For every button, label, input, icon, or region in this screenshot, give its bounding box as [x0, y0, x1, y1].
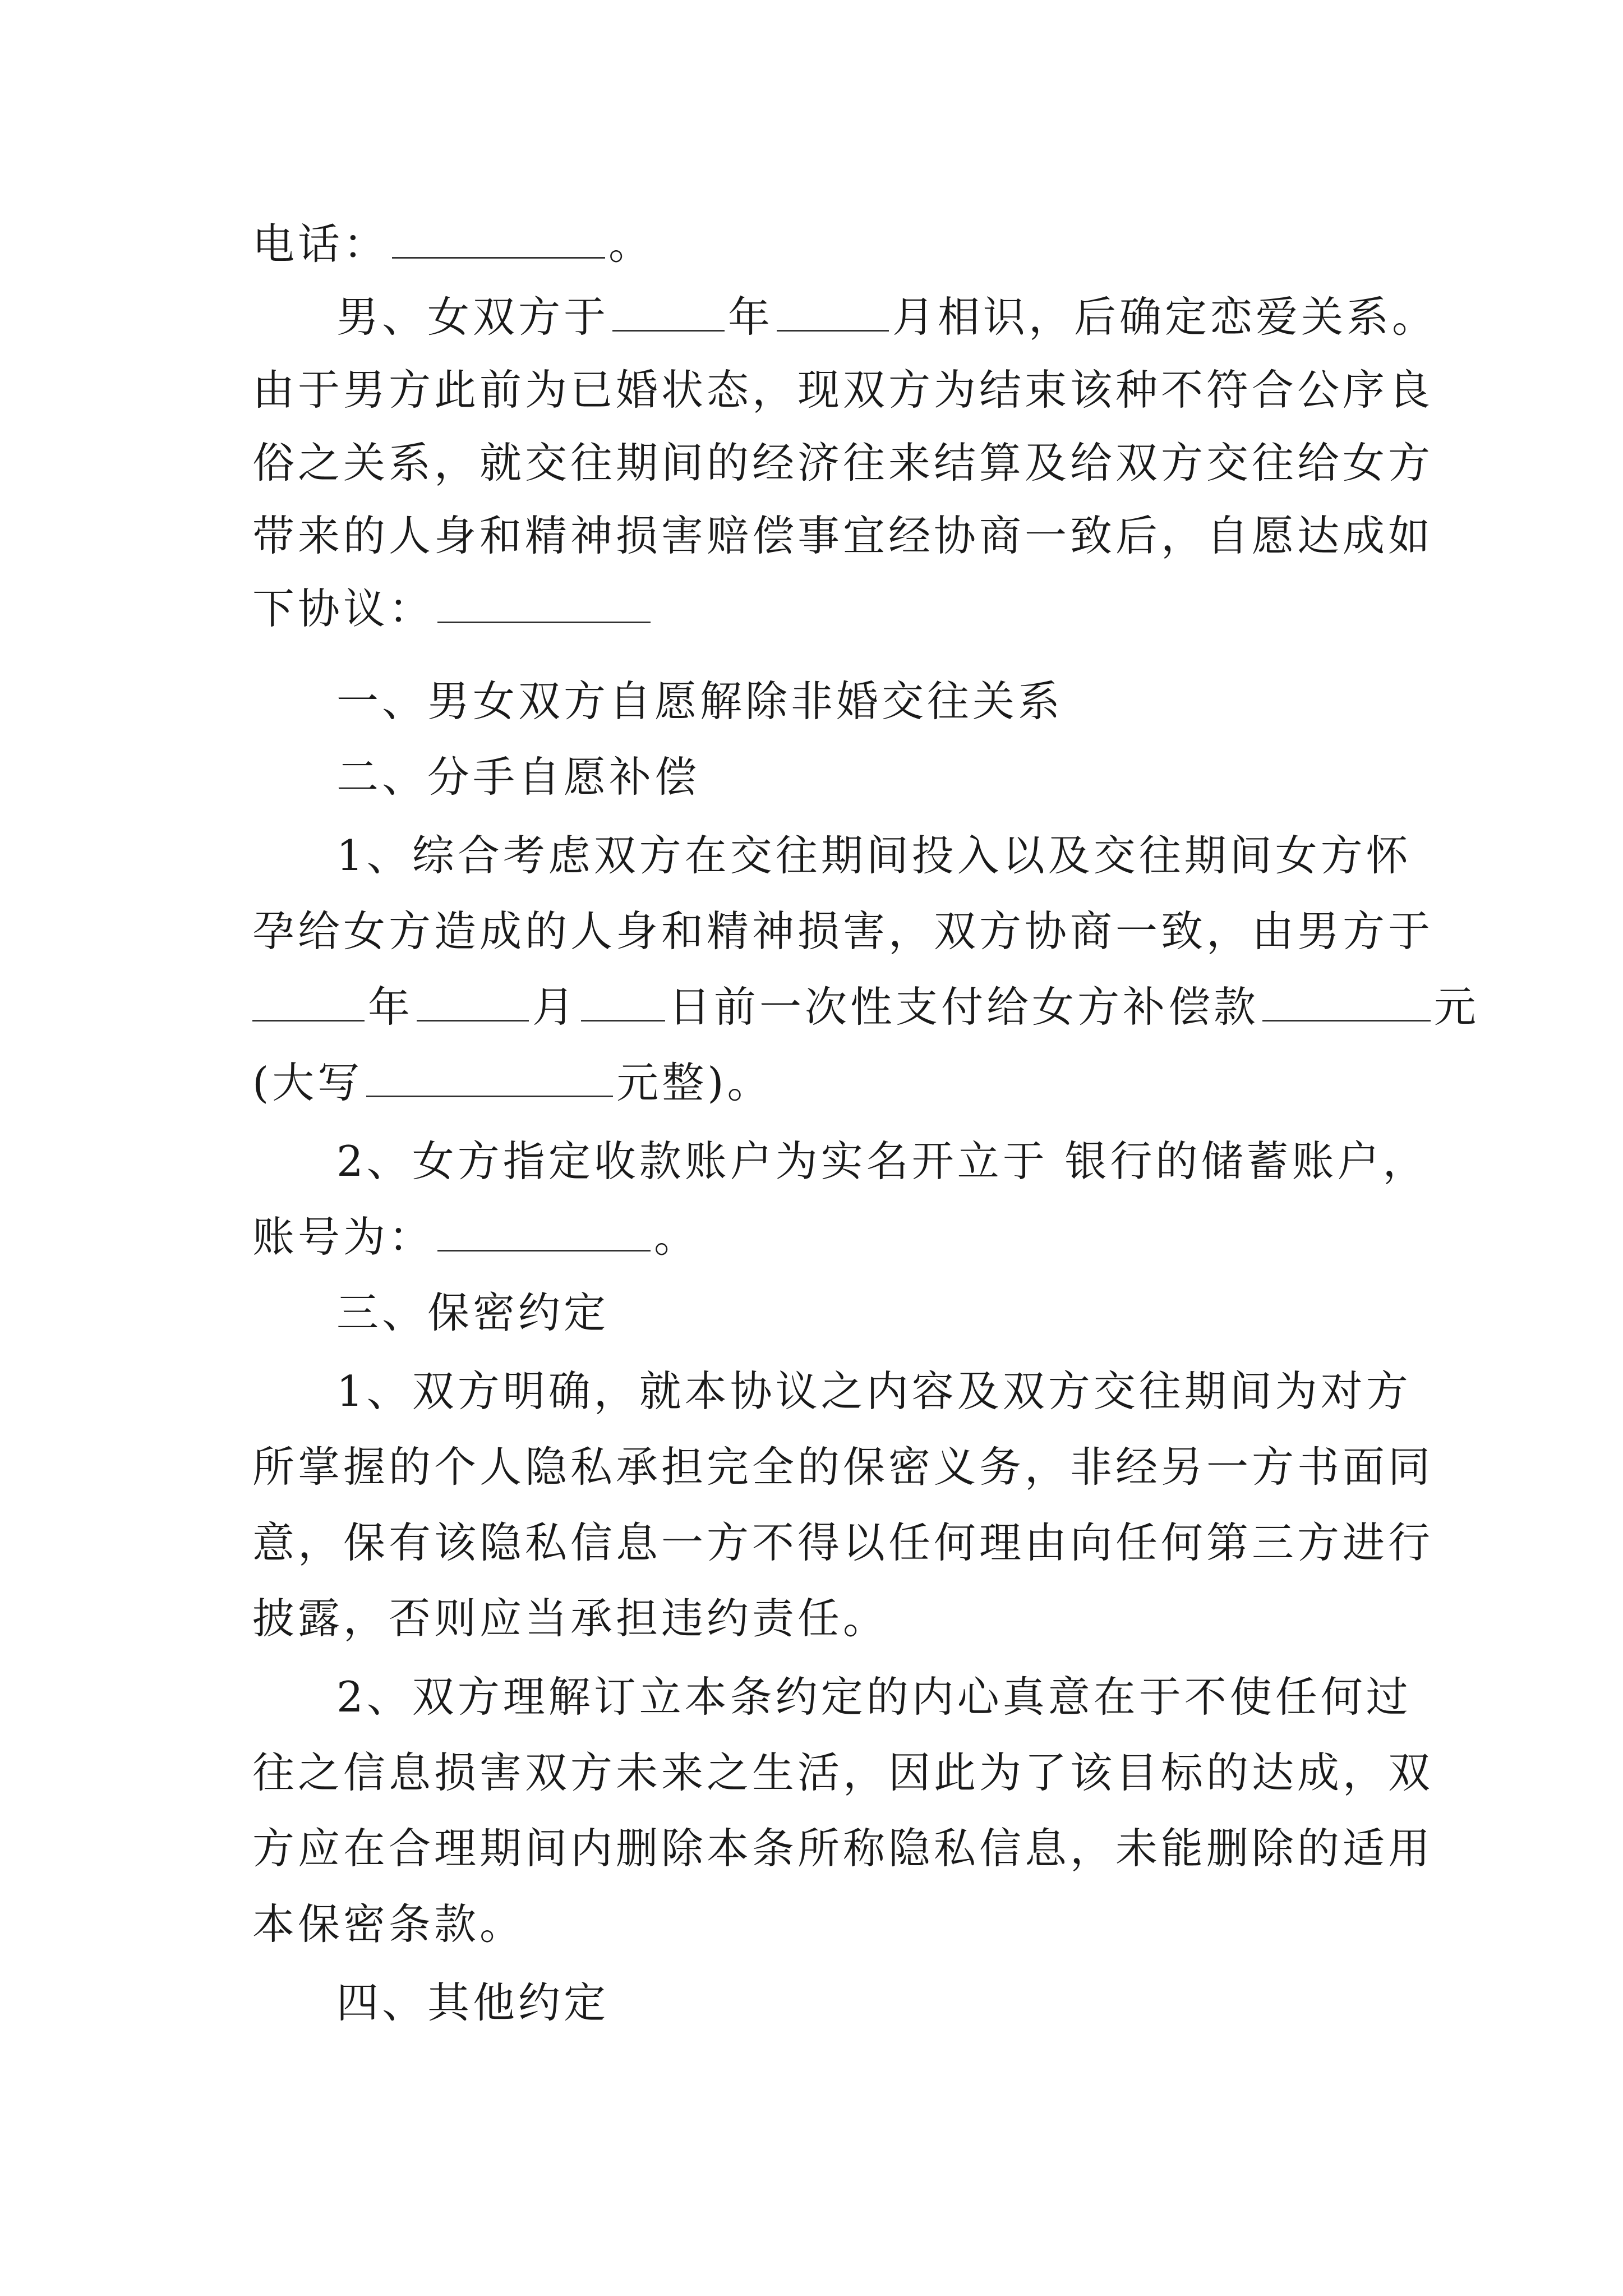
account-blank [437, 1215, 651, 1251]
pay-year-blank [252, 985, 365, 1022]
year-blank [612, 295, 725, 332]
paragraph-line: 1、综合考虑双方在交往期间投入以及交往期间女方怀 [336, 831, 1412, 880]
pay-day-blank [581, 985, 665, 1022]
section-heading-3: 三、保密约定 [336, 1288, 610, 1337]
paragraph-line: 本保密条款。 [252, 1899, 525, 1949]
month-blank [777, 295, 889, 332]
meeting-date-line: 男、女双方于 年 月相识，后确定恋爱关系。 [336, 292, 1438, 342]
paragraph-line: 披露，否则应当承担违约责任。 [252, 1594, 889, 1643]
phone-blank [392, 222, 605, 259]
phone-line: 电话： 。 [252, 219, 654, 269]
amount-words-blank [366, 1061, 613, 1097]
paragraph-line: 2、女方指定收款账户为实名开立于 银行的储蓄账户， [336, 1137, 1428, 1186]
paragraph-line: 方应在合理期间内删除本条所称隐私信息，未能删除的适用 [252, 1824, 1434, 1873]
section-heading-2: 二、分手自愿补偿 [336, 752, 700, 802]
paragraph-line: 意，保有该隐私信息一方不得以任何理由向任何第三方进行 [252, 1518, 1434, 1567]
paragraph-line: 所掌握的个人隐私承担完全的保密义务，非经另一方书面同 [252, 1442, 1434, 1492]
section-heading-1: 一、男女双方自愿解除非婚交往关系 [336, 677, 1064, 726]
paragraph-line: 孕给女方造成的人身和精神损害，双方协商一致，由男方于 [252, 907, 1434, 956]
agreement-intro-line: 下协议： [252, 581, 654, 637]
pay-month-blank [417, 985, 529, 1022]
paragraph-line: 往之信息损害双方未来之生活，因此为了该目标的达成，双 [252, 1748, 1434, 1797]
paragraph-line: 1、双方明确，就本协议之内容及双方交往期间为对方 [336, 1366, 1412, 1416]
amount-words-line: (大写 元整)。 [252, 1058, 773, 1107]
payment-date-line: 年 月 日前一次性支付给女方补偿款 元 [252, 979, 1479, 1035]
amount-blank [1262, 985, 1431, 1022]
account-line: 账号为： 。 [252, 1212, 700, 1262]
agreement-blank [437, 587, 651, 623]
paragraph-line: 俗之关系，就交往期间的经济往来结算及给双方交往给女方 [252, 438, 1434, 487]
section-heading-4: 四、其他约定 [336, 1978, 610, 2027]
paragraph-line: 带来的人身和精神损害赔偿事宜经协商一致后，自愿达成如 [252, 511, 1434, 560]
paragraph-line: 由于男方此前为已婚状态，现双方为结束该种不符合公序良 [252, 365, 1434, 415]
paragraph-line: 2、双方理解订立本条约定的内心真意在于不使任何过 [336, 1672, 1412, 1722]
